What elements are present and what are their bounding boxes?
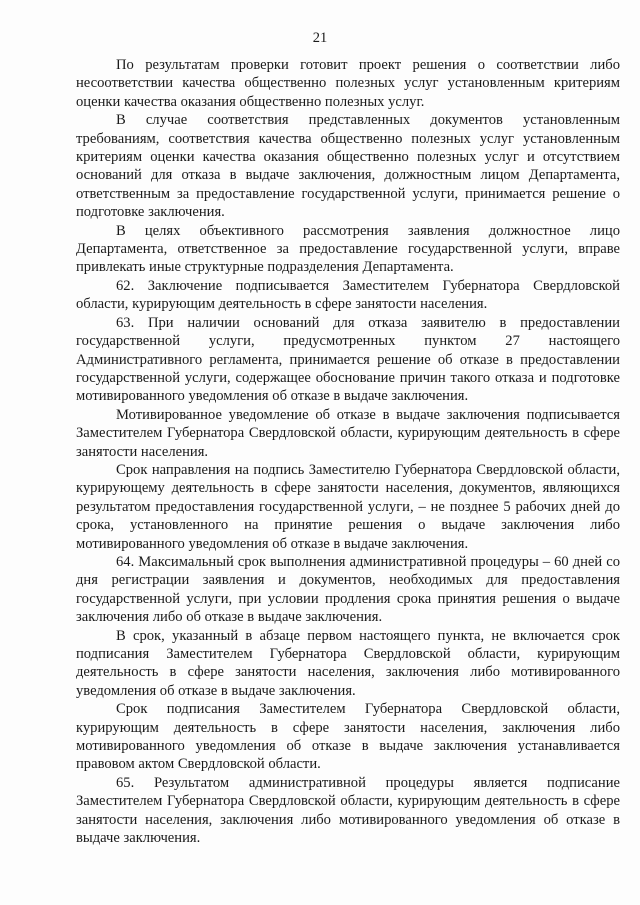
paragraph-1: По результатам проверки готовит проект решения о соответствии либо несоответствии качества общественно полезных услуг установленным критериям оценки качества оказания общественно полезных услуг.	[76, 57, 620, 110]
paragraph-64: 64. Максимальный срок выполнения административной процедуры – 60 дней со дня регистрации заявления и документов, необходимых для предоставления государственной услуги, при условии продления срока принятия решения о выдаче заключения либо об отказе в выдаче заключения.	[76, 553, 620, 626]
paragraph-63-notice: Мотивированное уведомление об отказе в выдаче заключения подписывается Заместителем Губернатора Свердловской области, курирующим деятельность в сфере занятости населения.	[76, 406, 620, 460]
paragraph-63: 63. При наличии оснований для отказа заявителю в предоставлении государственной услуги, предусмотренных пунктом 27 настоящего Административного регламента, принимается решение об отказе в предоставлении государственной услуги, содержащее обоснование причин такого отказа и подготовке мотивированного уведомления об отказе в выдаче заключения.	[76, 314, 620, 405]
paragraph-64-signing-term: Срок подписания Заместителем Губернатора Свердловской области, курирующим деятельность в сфере занятости населения, заключения либо мотивированного уведомления об отказе в выдаче заключения устанавливается правовом актом Свердловской области.	[76, 701, 620, 773]
paragraph-65: 65. Результатом административной процедуры является подписание Заместителем Губернатора Свердловской области, курирующим деятельность в сфере занятости населения, заключения либо мотивированного уведомления об отказе в выдаче заключения.	[76, 774, 620, 847]
paragraph-63-deadline: Срок направления на подпись Заместителю Губернатора Свердловской области, курирующему деятельность в сфере занятости населения, документов, являющихся результатом предоставления государственной услуги, – не позднее 5 рабочих дней до срока, установленного на принятие решения о выдаче заключения либо мотивированного уведомления об отказе в выдаче заключения.	[76, 461, 620, 552]
paragraph-62: 62. Заключение подписывается Заместителем Губернатора Свердловской области, курирующим деятельность в сфере занятости населения.	[76, 277, 620, 313]
document-body	[76, 56, 620, 847]
paragraph-3: В целях объективного рассмотрения заявления должностное лицо Департамента, ответственное за предоставление государственной услуги, вправе привлекать иные структурные подразделения Департамента.	[76, 222, 620, 276]
page-number: 21	[312, 30, 328, 46]
paragraph-64-exclusion: В срок, указанный в абзаце первом настоящего пункта, не включается срок подписания Заместителем Губернатора Свердловской области, курирующим деятельность в сфере занятости населения, заключения либо мотивированного уведомления об отказе в выдаче заключения.	[76, 627, 620, 699]
paragraph-2: В случае соответствия представленных документов установленным требованиям, соответствия качества общественно полезных услуг установленным критериям оценки качества оказания общественно полезных услуг и отсутствием оснований для отказа в выдаче заключения, должностным лицом Департамента, ответственным за предоставление государственной услуги, принимается решение о подготовке заключения.	[76, 112, 620, 221]
